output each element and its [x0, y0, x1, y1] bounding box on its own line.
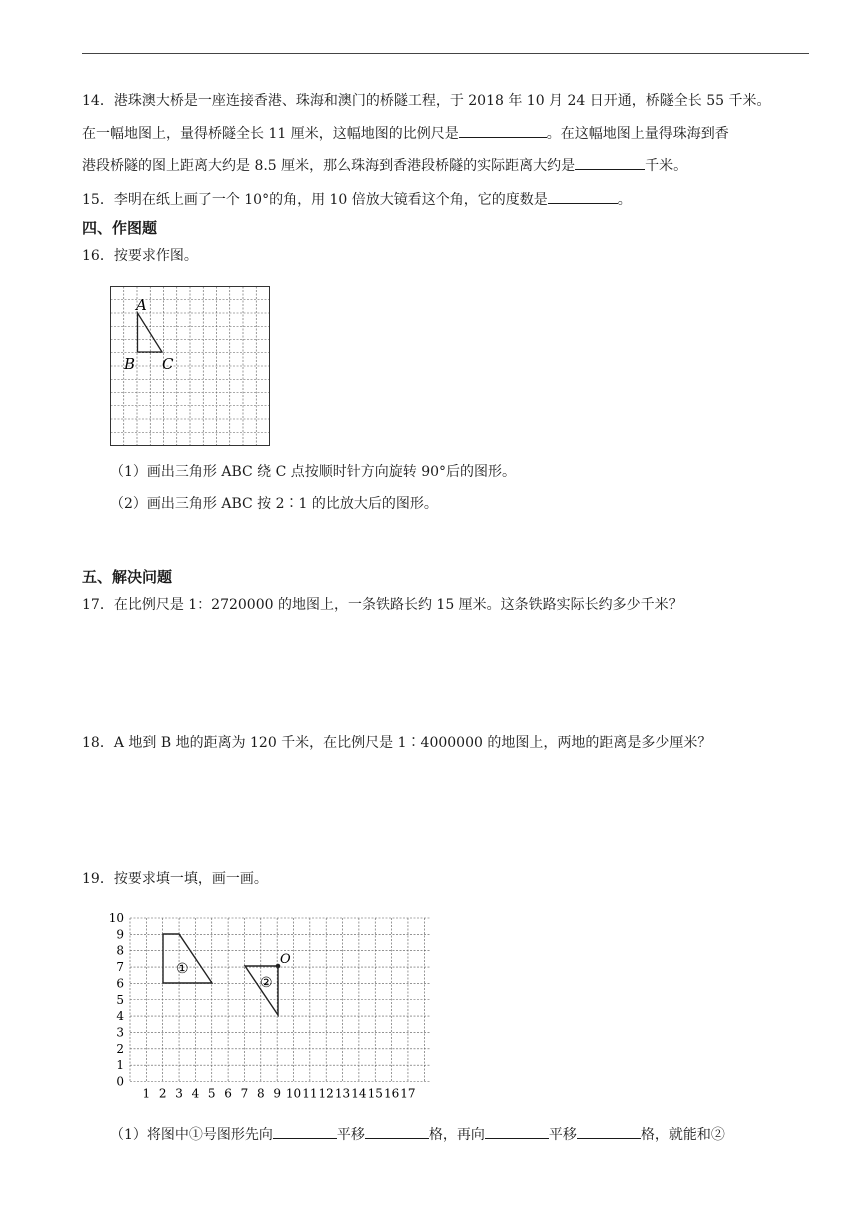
q19-x-tick-label: 13 — [334, 1086, 351, 1101]
q15-text-b: 。 — [617, 192, 632, 208]
q19-x-tick-label: 6 — [224, 1086, 232, 1101]
q19-sub1-text-b: 号图形先向 — [202, 1127, 273, 1143]
q15-line — [82, 189, 632, 210]
point-o-label: O — [280, 952, 291, 967]
q19-y-tick-label: 3 — [116, 1025, 124, 1040]
q16-grid-figure — [110, 286, 270, 446]
header-rule — [82, 53, 809, 54]
q19-y-tick-label: 8 — [116, 943, 124, 958]
q19-sub1-text-c: 平移 — [336, 1127, 365, 1143]
q19-blank-direction-1[interactable] — [273, 1124, 337, 1139]
q19-x-tick-label: 7 — [240, 1086, 249, 1101]
q14-text-2a: 在一幅地图上，量得桥隧全长 11 厘米，这幅地图的比例尺是 — [82, 126, 459, 142]
triangle-abc — [138, 313, 163, 352]
section-5-title: 五、解决问题 — [82, 568, 173, 586]
q19-x-tick-label: 5 — [207, 1086, 216, 1101]
q15-answer-blank[interactable] — [548, 189, 618, 204]
q19-x-tick-label: 12 — [318, 1086, 334, 1101]
q19-y-tick-label: 6 — [116, 976, 124, 991]
q19-blank-steps-1[interactable] — [365, 1124, 429, 1139]
q14-answer-blank-1[interactable] — [459, 123, 547, 138]
q14-answer-blank-2[interactable] — [575, 155, 645, 170]
q19-sub1-circle-2: ② — [710, 1127, 725, 1143]
q16-sub-2: （2）画出三角形 ABC 按 2∶1 的比放大后的图形。 — [110, 496, 438, 512]
q19-sub1-text-f: 格，就能和 — [640, 1127, 711, 1143]
q16-sub-1: （1）画出三角形 ABC 绕 C 点按顺时针方向旋转 90°后的图形。 — [110, 464, 517, 480]
q19-y-tick-label: 4 — [116, 1009, 124, 1024]
q14-text-3a: 港段桥隧的图上距离大约是 8.5 厘米，那么珠海到香港段桥隧的实际距离大约是 — [82, 158, 576, 174]
q19-x-tick-label: 1 — [142, 1086, 151, 1101]
q19-blank-steps-2[interactable] — [577, 1124, 641, 1139]
q14-text-2b: 。在这幅地图上量得珠海到香 — [546, 126, 729, 142]
q19-x-tick-label: 14 — [351, 1086, 367, 1101]
q14-line-2 — [82, 123, 729, 144]
q19-grid-lines — [130, 918, 430, 1082]
q19-grid-figure — [100, 906, 430, 1106]
q19-y-tick-label: 7 — [116, 960, 124, 975]
q17-text: 17．在比例尺是 1：2720000 的地图上，一条铁路长约 15 厘米。这条铁路实际长约多少千米？ — [82, 597, 683, 613]
q14-line-3 — [82, 155, 687, 176]
q19-x-tick-label: 11 — [302, 1086, 318, 1101]
q19-x-tick-label: 4 — [191, 1086, 200, 1101]
section-4-title: 四、作图题 — [82, 219, 158, 237]
q19-blank-direction-2[interactable] — [485, 1124, 549, 1139]
q19-x-tick-label: 2 — [158, 1086, 167, 1101]
q14-text-3b: 千米。 — [645, 158, 688, 174]
q19-y-tick-label: 10 — [108, 911, 124, 925]
q19-y-tick-label: 0 — [116, 1074, 124, 1089]
q19-x-tick-label: 3 — [175, 1086, 183, 1101]
q19-y-tick-label: 9 — [116, 927, 124, 942]
q19-x-tick-label: 16 — [383, 1086, 400, 1101]
q19-sub1-text-d: 格，再向 — [428, 1127, 485, 1143]
q19-y-axis-labels — [109, 911, 125, 1089]
q19-sub1-text-e: 平移 — [548, 1127, 577, 1143]
q19-x-tick-label: 9 — [273, 1086, 281, 1101]
q19-sub1-circle-1: ① — [188, 1127, 203, 1143]
shape-1-label: ① — [176, 961, 189, 977]
q19-sub1-text-a: （1）将图中 — [110, 1127, 189, 1143]
q19-text: 19．按要求填一填，画一画。 — [82, 871, 268, 887]
q15-text-a: 15．李明在纸上画了一个 10°的角，用 10 倍放大镜看这个角，它的度数是 — [82, 192, 548, 208]
vertex-label-b: B — [124, 355, 136, 373]
q19-x-tick-label: 15 — [367, 1086, 383, 1101]
q14-line-1: 14．港珠澳大桥是一座连接香港、珠海和澳门的桥隧工程，于 2018 年 10 月 24 日开通，桥隧全长 55 千米。 — [82, 93, 771, 109]
vertex-label-a: A — [136, 296, 147, 314]
q18-text: 18．A 地到 B 地的距离为 120 千米，在比例尺是 1∶4000000 的地图上，两地的距离是多少厘米？ — [82, 735, 712, 751]
q19-y-tick-label: 2 — [116, 1041, 124, 1056]
q19-x-axis-labels — [143, 1087, 416, 1101]
q16-text: 16．按要求作图。 — [82, 248, 198, 264]
q19-x-tick-label: 8 — [256, 1086, 265, 1101]
q19-y-tick-label: 5 — [116, 992, 124, 1007]
q19-y-tick-label: 1 — [116, 1058, 124, 1073]
q19-x-tick-label: 17 — [400, 1086, 416, 1101]
shape-2-label: ② — [260, 975, 273, 991]
q19-x-tick-label: 10 — [285, 1086, 302, 1101]
vertex-label-c: C — [162, 355, 174, 373]
q19-sub-1 — [110, 1124, 725, 1145]
